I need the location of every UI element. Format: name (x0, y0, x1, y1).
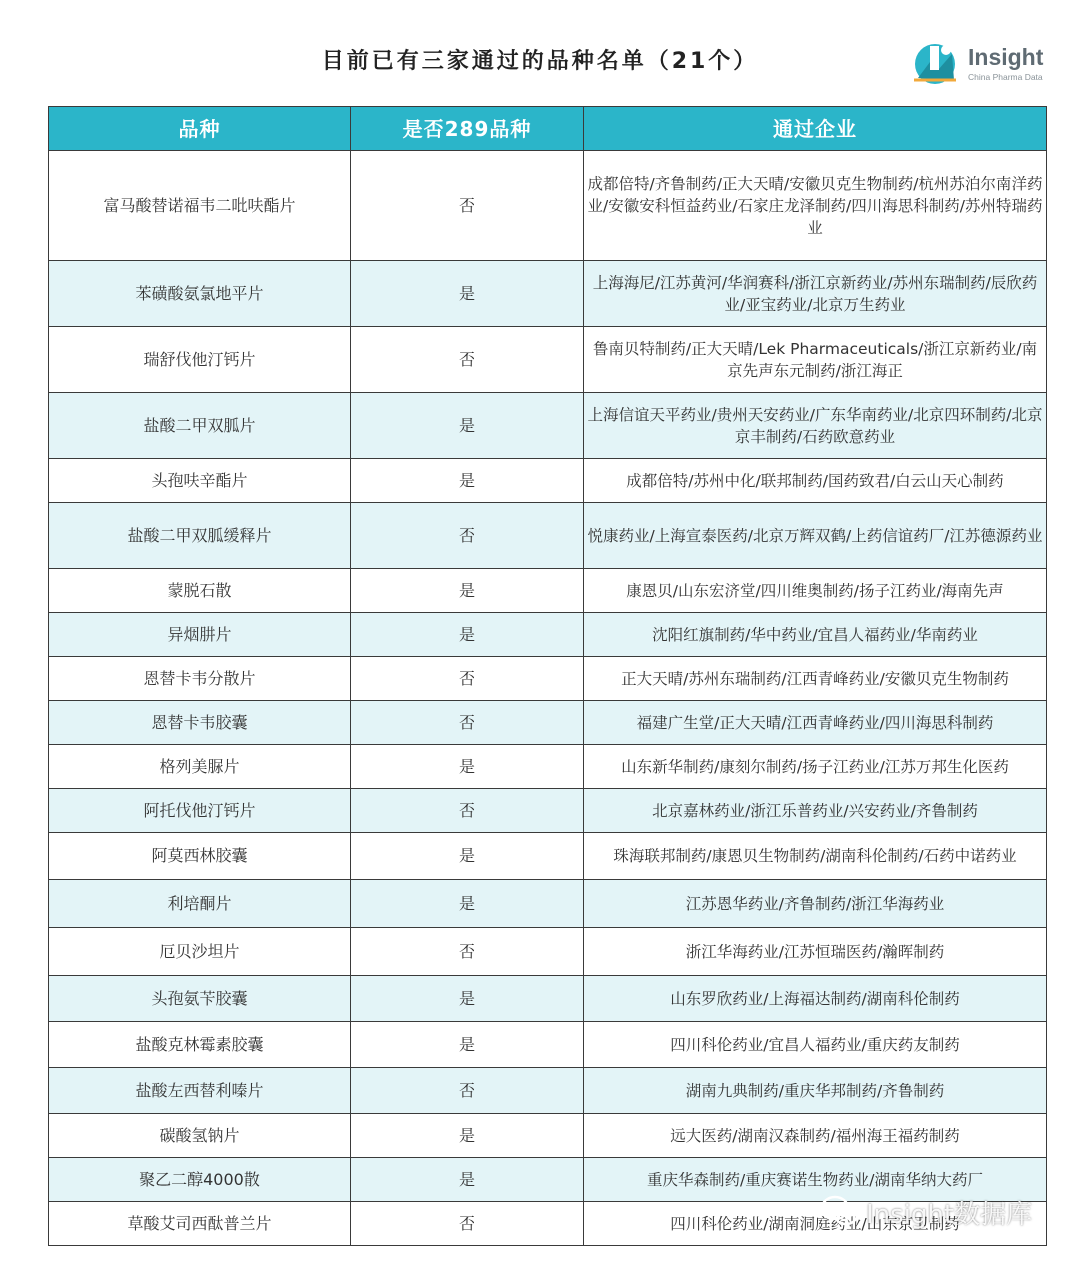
cell-is-289: 是 (351, 393, 584, 459)
wechat-watermark (820, 1190, 1070, 1236)
cell-is-289: 否 (351, 789, 584, 833)
cell-companies: 上海信谊天平药业/贵州天安药业/广东华南药业/北京四环制药/北京京丰制药/石药欧意药业 (584, 393, 1047, 459)
table-row (49, 459, 1047, 503)
cell-is-289: 是 (351, 833, 584, 880)
table-row (49, 1114, 1047, 1158)
cell-variety: 恩替卡韦分散片 (49, 657, 351, 701)
header-companies: 通过企业 (584, 107, 1047, 151)
cell-variety: 恩替卡韦胶囊 (49, 701, 351, 745)
table-row (49, 928, 1047, 976)
variety-table (48, 106, 1047, 1246)
cell-is-289: 是 (351, 459, 584, 503)
cell-companies: 远大医药/湖南汉森制药/福州海王福药制药 (584, 1114, 1047, 1158)
cell-companies: 四川科伦药业/湖南洞庭药业/山东京卫制药 (584, 1202, 1047, 1246)
table-row (49, 569, 1047, 613)
page-title: 目前已有三家通过的品种名单（21个） (321, 49, 759, 74)
cell-companies: 浙江华海药业/江苏恒瑞医药/瀚晖制药 (584, 928, 1047, 976)
cell-is-289: 否 (351, 1202, 584, 1246)
cell-companies: 山东新华制药/康刻尔制药/扬子江药业/江苏万邦生化医药 (584, 745, 1047, 789)
cell-variety: 格列美脲片 (49, 745, 351, 789)
cell-is-289: 是 (351, 976, 584, 1022)
cell-variety: 盐酸二甲双胍缓释片 (49, 503, 351, 569)
cell-companies: 沈阳红旗制药/华中药业/宜昌人福药业/华南药业 (584, 613, 1047, 657)
table-row (49, 789, 1047, 833)
table-row (49, 261, 1047, 327)
table-row (49, 327, 1047, 393)
cell-is-289: 是 (351, 1022, 584, 1068)
cell-companies: 福建广生堂/正大天晴/江西青峰药业/四川海思科制药 (584, 701, 1047, 745)
cell-is-289: 是 (351, 1114, 584, 1158)
cell-variety: 头孢呋辛酯片 (49, 459, 351, 503)
table-row (49, 151, 1047, 261)
cell-companies: 重庆华森制药/重庆赛诺生物药业/湖南华纳大药厂 (584, 1158, 1047, 1202)
cell-variety: 草酸艾司西酞普兰片 (49, 1202, 351, 1246)
cell-variety: 异烟肼片 (49, 613, 351, 657)
table-row (49, 613, 1047, 657)
table-row (49, 833, 1047, 880)
cell-variety: 蒙脱石散 (49, 569, 351, 613)
cell-companies: 珠海联邦制药/康恩贝生物制药/湖南科伦制药/石药中诺药业 (584, 833, 1047, 880)
cell-companies: 江苏恩华药业/齐鲁制药/浙江华海药业 (584, 880, 1047, 928)
cell-is-289: 否 (351, 1068, 584, 1114)
cell-variety: 厄贝沙坦片 (49, 928, 351, 976)
cell-variety: 碳酸氢钠片 (49, 1114, 351, 1158)
cell-variety: 苯磺酸氨氯地平片 (49, 261, 351, 327)
cell-is-289: 是 (351, 880, 584, 928)
cell-companies: 四川科伦药业/宜昌人福药业/重庆药友制药 (584, 1022, 1047, 1068)
table-row (49, 880, 1047, 928)
cell-is-289: 否 (351, 327, 584, 393)
table-row (49, 393, 1047, 459)
cell-variety: 盐酸克林霉素胶囊 (49, 1022, 351, 1068)
cell-is-289: 否 (351, 151, 584, 261)
cell-companies: 湖南九典制药/重庆华邦制药/齐鲁制药 (584, 1068, 1047, 1114)
wechat-icon (820, 1194, 860, 1228)
cell-is-289: 否 (351, 701, 584, 745)
table-row (49, 701, 1047, 745)
cell-is-289: 是 (351, 569, 584, 613)
header-is-289: 是否289品种 (351, 107, 584, 151)
table-row (49, 1068, 1047, 1114)
cell-is-289: 是 (351, 1158, 584, 1202)
cell-variety: 利培酮片 (49, 880, 351, 928)
cell-is-289: 否 (351, 657, 584, 701)
table-row (49, 745, 1047, 789)
table-row (49, 503, 1047, 569)
cell-is-289: 是 (351, 745, 584, 789)
insight-logo-icon (910, 40, 960, 88)
cell-companies: 北京嘉林药业/浙江乐普药业/兴安药业/齐鲁制药 (584, 789, 1047, 833)
cell-variety: 头孢氨苄胶囊 (49, 976, 351, 1022)
cell-variety: 瑞舒伐他汀钙片 (49, 327, 351, 393)
cell-variety: 聚乙二醇4000散 (49, 1158, 351, 1202)
table-header-row (49, 107, 1047, 151)
header-variety: 品种 (49, 107, 351, 151)
table-row (49, 976, 1047, 1022)
cell-is-289: 否 (351, 928, 584, 976)
cell-companies: 鲁南贝特制药/正大天晴/Lek Pharmaceuticals/浙江京新药业/南京先声东元制药/浙江海正 (584, 327, 1047, 393)
logo-subtitle: China Pharma Data (968, 72, 1043, 82)
cell-companies: 成都倍特/齐鲁制药/正大天晴/安徽贝克生物制药/杭州苏泊尔南洋药业/安徽安科恒益药业/石家庄龙泽制药/四川海思科制药/苏州特瑞药业 (584, 151, 1047, 261)
cell-variety: 富马酸替诺福韦二吡呋酯片 (49, 151, 351, 261)
cell-companies: 康恩贝/山东宏济堂/四川维奥制药/扬子江药业/海南先声 (584, 569, 1047, 613)
insight-logo (910, 40, 1070, 88)
cell-variety: 阿莫西林胶囊 (49, 833, 351, 880)
cell-companies: 山东罗欣药业/上海福达制药/湖南科伦制药 (584, 976, 1047, 1022)
cell-companies: 成都倍特/苏州中化/联邦制药/国药致君/白云山天心制药 (584, 459, 1047, 503)
table-row (49, 657, 1047, 701)
cell-variety: 阿托伐他汀钙片 (49, 789, 351, 833)
cell-variety: 盐酸左西替利嗪片 (49, 1068, 351, 1114)
table-row (49, 1022, 1047, 1068)
watermark-text: Insight数据库 (866, 1200, 1033, 1230)
cell-companies: 上海海尼/江苏黄河/华润赛科/浙江京新药业/苏州东瑞制药/辰欣药业/亚宝药业/北京万生药业 (584, 261, 1047, 327)
cell-variety: 盐酸二甲双胍片 (49, 393, 351, 459)
cell-companies: 正大天晴/苏州东瑞制药/江西青峰药业/安徽贝克生物制药 (584, 657, 1047, 701)
cell-companies: 悦康药业/上海宣泰医药/北京万辉双鹤/上药信谊药厂/江苏德源药业 (584, 503, 1047, 569)
logo-wordmark: Insight (968, 44, 1044, 70)
cell-is-289: 是 (351, 261, 584, 327)
cell-is-289: 否 (351, 503, 584, 569)
cell-is-289: 是 (351, 613, 584, 657)
